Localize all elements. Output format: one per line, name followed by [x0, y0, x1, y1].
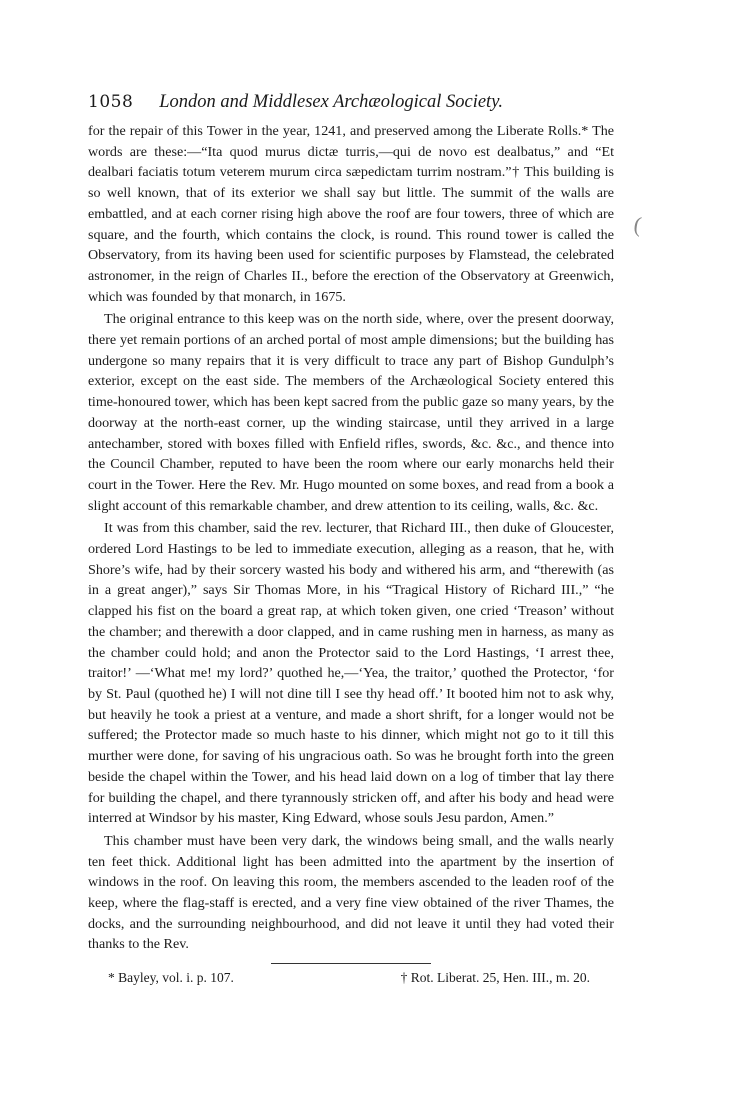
footnote-divider: [271, 963, 431, 964]
paragraph-3: It was from this chamber, said the rev. lecturer, that Richard III., then duke of Gloucester, ordered Lord Hastings to be led to immediate execution, alleging as a reason, that he, with Shore’s wife, had by their sorcery wasted his body and withered his arm, and “therewith (as in a great anger),” says Sir Thomas More, in his “Tragical History of Richard III.,” “he clapped his fist on the board a great rap, at which token given, one cried ‘Treason’ without the chamber; and therewith a door clapped, and in came rushing men in harness, as many as the chamber could hold; and anon the Protector said to the Lord Hastings, ‘I arrest thee, traitor!’ —‘What me! my lord?’ quothed he,—‘Yea, the traitor,’ quothed the Protector, ‘for by St. Paul (quothed he) I will not dine till I see thy head off.’ It booted him not to ask why, but heavily he took a priest at a venture, and made a short shrift, for a longer would not be suffered; the Protector made so much haste to his dinner, which might not go to it till this murther were done, for saving of his ungracious oath. So was he brought forth into the green beside the chapel within the Tower, and his head laid down on a log of timber that lay there for building the chapel, and there tyrannously stricken off, and after his body and head were interred at Windsor by his master, King Edward, whose souls Jesu pardon, Amen.”: [88, 520, 614, 827]
paragraph-1: for the repair of this Tower in the year, 1241, and preserved among the Liberate Rolls.* The words are these:—“Ita quod murus dictæ turris,—qui de novo est dealbatus,” and “Et dealbari faciatis totum veterem murum circa sæpedictam turrim nostram.”† This building is so well known, that of its exterior we shall say but little. The summit of the walls are embattled, and at each corner rising high above the roof are four towers, three of which are square, and the fourth, which contains the clock, is round. This round tower is called the Observatory, from its having been used for scientific purposes by Flamstead, the celebrated astronomer, in the reign of Charles II., before the erection of the Observatory at Greenwich, which was founded by that monarch, in 1675.: [88, 123, 614, 305]
running-title: London and Middlesex Archæological Society.: [159, 92, 504, 112]
footnote-2: † Rot. Liberat. 25, Hen. III., m. 20.: [400, 970, 590, 986]
page: [88, 92, 614, 986]
paragraph-2: The original entrance to this keep was on the north side, where, over the present doorway, there yet remain portions of an arched portal of most ample dimensions; but the building has undergone so many repairs that it is very difficult to trace any part of Bishop Gundulph’s exterior, except on the east side. The members of the Archæological Society entered this time-honoured tower, which has been kept sacred from the public gaze so many years, by the doorway at the north-east corner, up the winding staircase, until they arrived in a large antechamber, stored with boxes filled with Enfield rifles, swords, &c. &c., and thence into the Council Chamber, reputed to have been the room where our early monarchs held their court in the Tower. Here the Rev. Mr. Hugo mounted on some boxes, and read from a book a slight account of this remarkable chamber, and drew attention to its ceiling, walls, &c. &c.: [88, 311, 614, 514]
paragraph-4: This chamber must have been very dark, the windows being small, and the walls nearly ten feet thick. Additional light has been admitted into the apartment by the insertion of windows in the roof. On leaving this room, the members ascended to the leaden roof of the keep, where the flag-staff is erected, and a very fine view obtained of the river Thames, the docks, and the surrounding neighbourhood, and did not leave it until they had voted their thanks to the Rev.: [88, 832, 614, 953]
body-text: [88, 121, 614, 955]
footnote-1: * Bayley, vol. i. p. 107.: [108, 970, 234, 986]
margin-pencil-mark: (: [632, 211, 644, 238]
page-number: 1058: [88, 92, 134, 112]
footnotes: [88, 970, 614, 986]
page-header: [88, 92, 614, 113]
